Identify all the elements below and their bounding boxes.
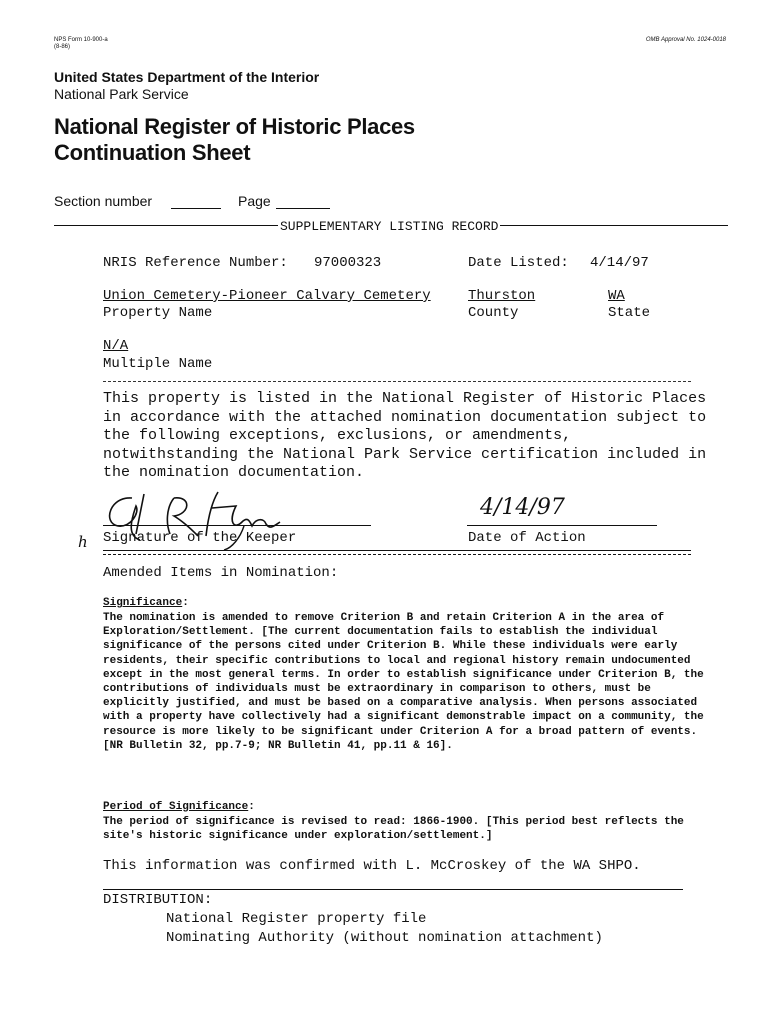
page-number-blank (276, 208, 330, 209)
amended-heading: Amended Items in Nomination: (103, 565, 339, 581)
significance-heading-text: Significance (103, 597, 183, 609)
listing-statement: This property is listed in the National Register of Historic Places in accordance with the attached nomination documentation subject to the following exceptions, exclusions, or amendments, notwithstanding the National Park Service certification included in the nomination documentation. (103, 390, 707, 481)
form-number-line-2: (8-86) (54, 44, 71, 50)
county-label: County (468, 305, 519, 321)
date-of-action-label: Date of Action (468, 530, 586, 546)
property-name-label: Property Name (103, 305, 213, 321)
period-heading: Period of Significance: (103, 801, 255, 813)
nris-value: 97000323 (314, 255, 382, 271)
distribution-divider (103, 889, 683, 890)
page-subtitle: Continuation Sheet (54, 140, 251, 165)
state-label: State (608, 305, 651, 321)
double-divider-top (103, 550, 691, 551)
distribution-item: Nominating Authority (without nomination attachment) (166, 930, 603, 946)
multiple-name-label: Multiple Name (103, 356, 213, 372)
significance-text: The nomination is amended to remove Criterion B and retain Criterion A in the area of Exploration/Settlement. [The current documentation fails to establish the individual significance of the persons cited under Criterion B. While these individuals were early residents, their specific contributions to local and regional history remain undocumented except in the most general terms. In order to establish significance under Criterion B, the contributions of individuals must be extraordinary in comparison to others, must be explicitly justified, and must be based on a comparative analysis. When persons associated with a property have collectively had a significant demonstrable impact on a community, the resource is more likely to be significant under Criterion A for a broad pattern of events. [NR Bulletin 32, pp.7-9; NR Bulletin 41, pp.11 & 16]. (103, 612, 704, 752)
date-listed-value: 4/14/97 (590, 255, 649, 271)
period-heading-text: Period of Significance (103, 801, 249, 813)
signature-label: Signature of the Keeper (103, 530, 297, 546)
multiple-name-value: N/A (103, 338, 129, 354)
omb-approval: OMB Approval No. 1024-0018 (645, 37, 726, 43)
page-label: Page (238, 193, 271, 209)
date-listed-label: Date Listed: (468, 255, 569, 271)
distribution-label: DISTRIBUTION: (103, 892, 213, 908)
form-number (54, 37, 108, 51)
signature-line (103, 525, 371, 526)
date-line (467, 525, 657, 526)
significance-heading: Significance: (103, 597, 189, 609)
state-value: WA (608, 288, 625, 304)
margin-mark-icon: ℎ (78, 533, 88, 551)
period-text: The period of significance is revised to read: 1866-1900. [This period best reflects the site's historic significance under exploration/settlement.] (103, 816, 684, 843)
agency-name: National Park Service (54, 86, 189, 102)
section-number-label: Section number (54, 193, 153, 209)
record-heading: SUPPLEMENTARY LISTING RECORD (280, 219, 499, 234)
county-value: Thurston (468, 288, 536, 304)
property-name: Union Cemetery-Pioneer Calvary Cemetery (103, 288, 431, 304)
date-of-action-handwritten: 4/14/97 (480, 495, 565, 520)
double-divider-bottom (103, 554, 691, 555)
department-name: United States Department of the Interior (54, 69, 320, 85)
section-number-blank (171, 208, 221, 209)
dashed-divider (103, 381, 691, 382)
form-number-line-1: NPS Form 10-900-a (54, 37, 108, 43)
confirmation-text: This information was confirmed with L. McCroskey of the WA SHPO. (103, 858, 641, 874)
page-title: National Register of Historic Places (54, 114, 415, 139)
nris-label: NRIS Reference Number: (103, 255, 288, 271)
distribution-item: National Register property file (166, 911, 427, 927)
